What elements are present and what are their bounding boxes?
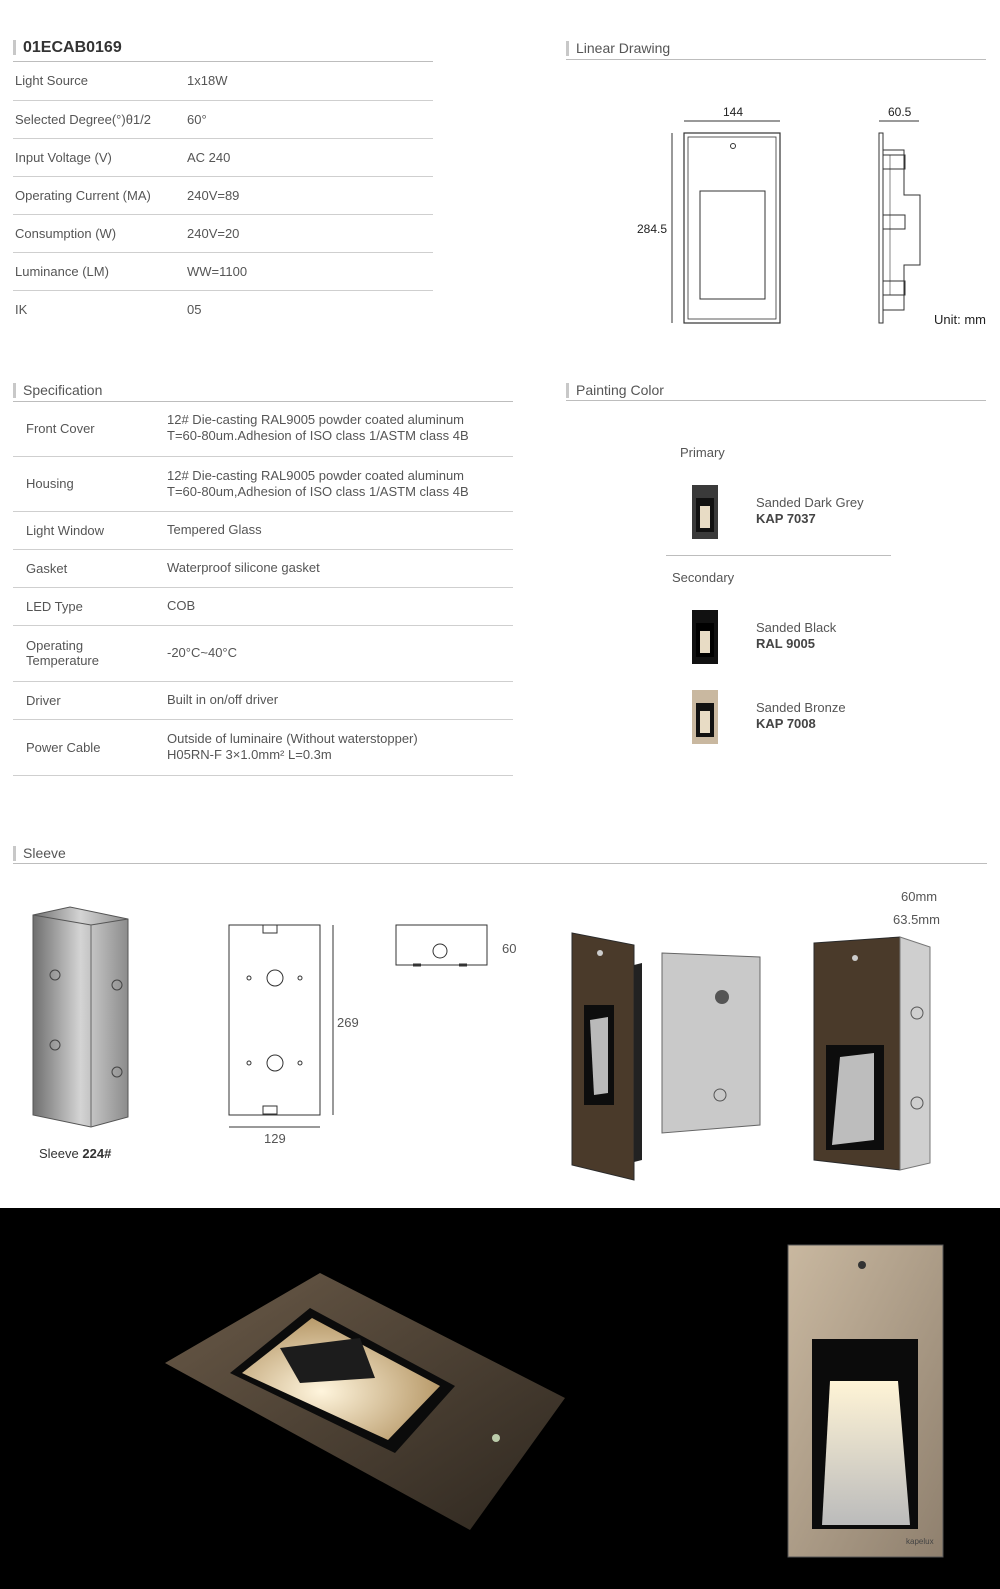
sleeve-caption-code: 224# (82, 1146, 112, 1161)
product-photo-band (0, 1208, 1000, 1589)
drawing-width-dim: 144 (723, 105, 744, 119)
painting-color-underline (566, 400, 986, 401)
secondary-label: Secondary (672, 570, 735, 585)
spec-row (13, 290, 433, 328)
specification-row (13, 549, 513, 587)
spec-label: IK (15, 301, 28, 317)
spec-label: Light Source (13, 62, 187, 100)
specification-value: Tempered Glass (167, 511, 513, 549)
specification-table (13, 401, 513, 776)
painting-color-title: Painting Color (566, 383, 664, 398)
luminaire-front-photo (786, 1243, 946, 1563)
secondary-swatch-black (692, 610, 718, 664)
secondary-color-label-black (756, 620, 836, 652)
specification-row (13, 625, 513, 681)
product-code: 01ECAB0169 (13, 40, 122, 55)
specification-value: COB (167, 587, 513, 625)
specification-row (13, 456, 513, 511)
specification-value: 12# Die-casting RAL9005 powder coated aluminum T=60-80um.Adhesion of ISO class 1/ASTM class 4B (167, 401, 513, 456)
spec-label: Input Voltage (V) (13, 138, 187, 176)
sleeve-depth-dim: 60 (502, 941, 517, 956)
specification-row (13, 401, 513, 456)
sleeve-side-drawing (393, 920, 493, 970)
spec-value: 05 (187, 301, 202, 317)
spec-row (13, 252, 433, 290)
drawing-height-dim: 284.5 (637, 222, 668, 236)
primary-color-code: KAP 7037 (756, 511, 816, 526)
luminaire-mounted-image (812, 935, 937, 1175)
luminaire-angled-photo (160, 1268, 570, 1538)
specification-label: Gasket (13, 549, 167, 587)
specification-value: Waterproof silicone gasket (167, 549, 513, 587)
linear-drawing-title: Linear Drawing (566, 41, 670, 56)
specification-label: Housing (13, 456, 167, 511)
sleeve-front-drawing (225, 920, 345, 1135)
sleeve-dim-b: 63.5mm (893, 912, 940, 927)
primary-color-label (756, 495, 864, 527)
spec-label: Consumption (W) (13, 214, 187, 252)
spec-value: 240V=20 (187, 214, 433, 252)
spec-value: WW=1100 (187, 252, 433, 290)
drawing-unit: Unit: mm (934, 312, 986, 327)
spec-label: Selected Degree(°)θ1/2 (13, 100, 187, 138)
primary-color-name: Sanded Dark Grey (756, 495, 864, 510)
spec-value: 240V=89 (187, 176, 433, 214)
spec-value: 60° (187, 100, 433, 138)
linear-drawing-underline (566, 59, 986, 60)
specification-label: LED Type (13, 587, 167, 625)
sleeve-width-dim: 129 (264, 1131, 286, 1146)
spec-row (13, 214, 433, 252)
specification-value: -20°C~40°C (167, 625, 513, 681)
painting-color-divider (666, 555, 891, 556)
drawing-depth-dim: 60.5 (888, 105, 912, 119)
specification-label: Operating Temperature (13, 625, 167, 681)
sleeve-caption-prefix: Sleeve (39, 1146, 83, 1161)
spec-value: 1x18W (187, 62, 433, 100)
sleeve-box-image (25, 905, 135, 1130)
secondary-color-label-bronze (756, 700, 846, 732)
linear-drawing (620, 95, 990, 335)
spec-row (13, 176, 433, 214)
sleeve-underline (13, 863, 987, 864)
spec-row (13, 138, 433, 176)
sleeve-caption (39, 1146, 111, 1161)
spec-row (13, 62, 433, 100)
spec-label: Operating Current (MA) (13, 176, 187, 214)
product-spec-table (13, 62, 433, 328)
specification-row (13, 719, 513, 775)
secondary-color-name-black: Sanded Black (756, 620, 837, 635)
specification-value: 12# Die-casting RAL9005 powder coated aluminum T=60-80um,Adhesion of ISO class 1/ASTM class 4B (167, 456, 513, 511)
specification-value: Built in on/off driver (167, 681, 513, 719)
specification-label: Light Window (13, 511, 167, 549)
secondary-swatch-bronze (692, 690, 718, 744)
spec-row (13, 100, 433, 138)
secondary-color-name-bronze: Sanded Bronze (756, 700, 846, 715)
primary-swatch (692, 485, 718, 539)
specification-value: Outside of luminaire (Without waterstopper) H05RN-F 3×1.0mm² L=0.3m (167, 719, 513, 775)
brand-mark: kapelux (906, 1537, 934, 1546)
specification-row (13, 511, 513, 549)
luminaire-exploded-image (570, 925, 770, 1185)
secondary-color-code-bronze: KAP 7008 (756, 716, 816, 731)
sleeve-dim-a: 60mm (901, 889, 938, 904)
specification-label: Driver (13, 681, 167, 719)
specification-row (13, 587, 513, 625)
specification-title: Specification (13, 383, 102, 398)
secondary-color-code-black: RAL 9005 (756, 636, 816, 651)
primary-label: Primary (680, 445, 725, 460)
specification-label: Front Cover (13, 401, 167, 456)
sleeve-title: Sleeve (13, 846, 66, 861)
spec-label: Luminance (LM) (13, 252, 187, 290)
sleeve-height-dim: 269 (337, 1015, 359, 1030)
specification-label: Power Cable (13, 719, 167, 775)
specification-row (13, 681, 513, 719)
spec-value: AC 240 (187, 138, 433, 176)
